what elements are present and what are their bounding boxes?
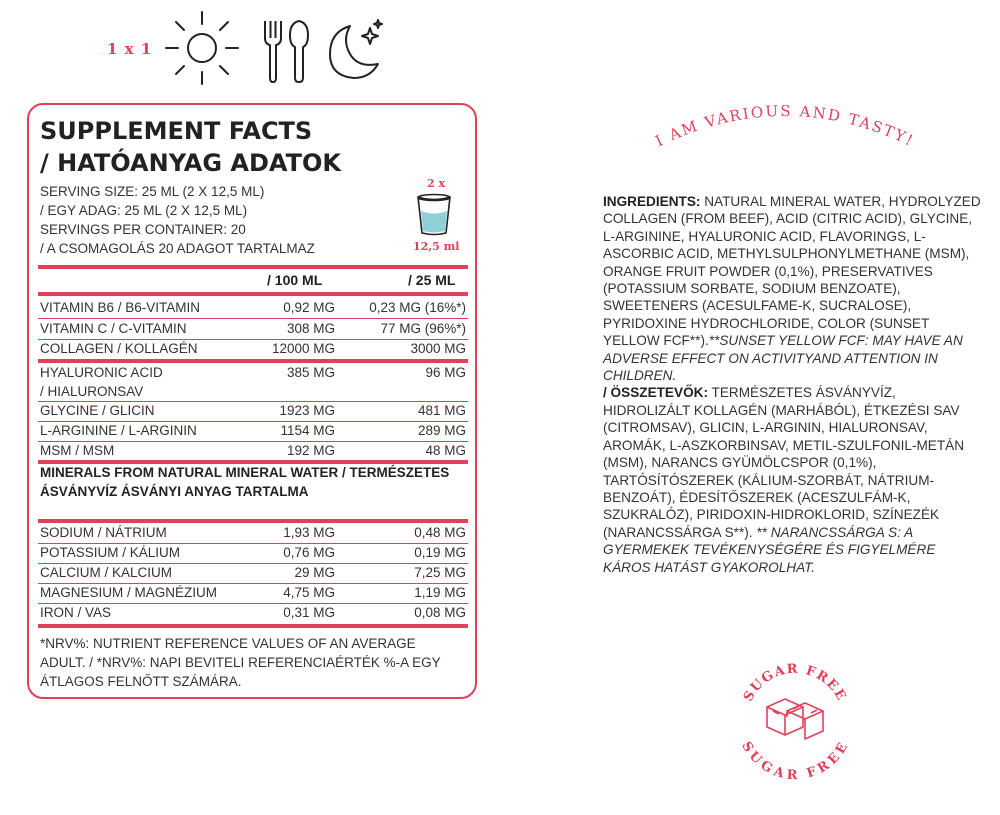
sun-icon (162, 8, 242, 88)
value-25ml: 77 MG (96%*) (380, 321, 466, 336)
value-25ml: 7,25 MG (414, 565, 466, 580)
serving-line: SERVING SIZE: 25 ML (2 X 12,5 ML) (40, 184, 265, 199)
stamp-text-top: SUGAR FREE (740, 661, 850, 705)
table-row (38, 421, 468, 440)
table-row (38, 339, 468, 358)
dose-label: 1 x 1 (107, 40, 153, 58)
minerals-heading: MINERALS FROM NATURAL MINERAL WATER / TERMÉSZETES ÁSVÁNYVÍZ ÁSVÁNYI ANYAG TARTALMA (40, 465, 450, 499)
table-row (38, 401, 468, 420)
title-line-hu: / HATÓANYAG ADATOK (40, 149, 341, 177)
divider (38, 292, 468, 296)
table-row (38, 583, 468, 602)
table-row (38, 319, 468, 338)
value-25ml: 1,19 MG (414, 585, 466, 600)
value-100ml: 0,92 MG (283, 300, 335, 315)
value-100ml: 385 MG (286, 365, 335, 380)
value-25ml: 48 MG (425, 443, 466, 458)
value-100ml: 0,31 MG (283, 605, 335, 620)
svg-text:I AM VARIOUS AND TASTY! (653, 102, 918, 150)
ingredients-label-en: INGREDIENTS: (603, 194, 701, 209)
value-100ml: 1,93 MG (283, 525, 335, 540)
value-100ml: 12000 MG (271, 341, 335, 356)
table-row (38, 441, 468, 460)
sugar-cube-icon (767, 699, 823, 739)
value-100ml: 29 MG (294, 565, 335, 580)
measuring-cup-icon (415, 193, 453, 237)
cup-volume: 12,5 ml (413, 240, 460, 253)
supplement-facts-panel (27, 103, 477, 699)
value-100ml: 4,75 MG (283, 585, 335, 600)
svg-text:SUGAR FREE (738, 739, 851, 783)
nutrient-name: L-ARGININE / L-ARGININ (40, 423, 197, 438)
table-row (38, 363, 468, 399)
serving-info (40, 182, 400, 258)
column-header-100ml: / 100 ML (267, 272, 323, 288)
serving-line: / A CSOMAGOLÁS 20 ADAGOT TARTALMAZ (40, 241, 315, 256)
tagline: I AM VARIOUS AND TASTY! (652, 101, 918, 151)
ingredients-text-hu: TERMÉSZETES ÁSVÁNYVÍZ, HIDROLIZÁLT KOLLAGÉN (MARHÁBÓL), ÉTKEZÉSI SAV (CITROMSAV), GLICIN, L-ARGININ, HIALURONSAV, AROMÁK, L-ASZKORBINSAV, METIL-SZULFONIL-METÁN (MSM), NARANCS GYÜMÖLCSPOR (0,1%), TARTÓSÍTÓSZEREK (KÁLIUM-SZORBÁT, NÁTRIUM-BENZOÁT), ÉDESÍTŐSZEREK (ACESZULFÁM-K, SZUKRALÓZ), PIRIDOXIN-HIDROKLORID, SZÍNEZÉK (NARANCSSÁRGA S**). (603, 385, 965, 540)
value-100ml: 0,76 MG (283, 545, 335, 560)
value-100ml: 1154 MG (280, 423, 335, 438)
value-25ml: 3000 MG (410, 341, 466, 356)
value-25ml: 0,23 MG (16%*) (369, 300, 466, 315)
tagline-arc (610, 88, 960, 168)
serving-line: / EGY ADAG: 25 ML (2 X 12,5 ML) (40, 203, 248, 218)
table-row (38, 563, 468, 582)
mineral-name: POTASSIUM / KÁLIUM (40, 545, 181, 560)
stamp-text-bottom: SUGAR FREE (738, 739, 852, 784)
nutrient-name: GLYCINE / GLICIN (40, 403, 155, 418)
table-row (38, 543, 468, 562)
mineral-name: CALCIUM / KALCIUM (40, 565, 173, 580)
title-line-en: SUPPLEMENT FACTS (40, 117, 313, 145)
panel-title (40, 115, 341, 179)
table-row (38, 603, 468, 622)
moon-star-icon (322, 16, 384, 82)
value-100ml: 1923 MG (279, 403, 335, 418)
value-100ml: 192 MG (286, 443, 335, 458)
divider (38, 624, 468, 628)
nutrient-name: HYALURONIC ACID (40, 365, 163, 380)
mineral-name: IRON / VAS (40, 605, 112, 620)
nutrient-name: COLLAGEN / KOLLAGÉN (40, 341, 198, 356)
mineral-name: MAGNESIUM / MAGNÉZIUM (40, 585, 218, 600)
value-25ml: 481 MG (417, 403, 466, 418)
table-row (38, 523, 468, 542)
value-25ml: 96 MG (425, 365, 466, 380)
ingredients-label-hu: / ÖSSZETEVŐK: (603, 385, 708, 401)
divider (38, 265, 468, 269)
nutrient-name: VITAMIN B6 / B6-VITAMIN (40, 300, 201, 315)
value-25ml: 0,08 MG (414, 605, 466, 620)
value-25ml: 0,19 MG (414, 545, 466, 560)
table-row (38, 298, 468, 317)
ingredients-warning-hu: ** NARANCSSÁRGA S: A GYERMEKEK TEVÉKENYSÉGÉRE ÉS FIGYELMÉRE KÁROS HATÁST GYAKOROLHAT. (603, 524, 936, 575)
serving-line: SERVINGS PER CONTAINER: 20 (40, 222, 246, 237)
nrv-footnote: *NRV%: NUTRIENT REFERENCE VALUES OF AN AVERAGE ADULT. / *NRV%: NAPI BEVITELI REFERENCIAÉRTÉK %-A EGY ÁTLAGOS FELNŐTT SZÁMÁRA. (40, 636, 441, 689)
cutlery-icon (262, 18, 310, 84)
ingredients-text-en: NATURAL MINERAL WATER, HYDROLYZED COLLAGEN (FROM BEEF), ACID (CITRIC ACID), GLYCINE, L-ARGININE, HYALURONIC ACID, FLAVORINGS, L-ASCORBIC ACID, METHYLSULPHONYLMETHANE (MSM), ORANGE FRUIT POWDER (0,1%), PRESERVATIVES (POTASSIUM SORBATE, SODIUM BENZOATE), SWEETENERS (ACESULFAME-K, SUCRALOSE), PYRIDOXINE HYDROCHLORIDE, COLOR (SUNSET YELLOW FCF**). (603, 194, 981, 349)
value-25ml: 0,48 MG (414, 525, 466, 540)
nutrient-name-hu: / HIALURONSAV (40, 384, 144, 399)
ingredients-warning-en: **SUNSET YELLOW FCF: MAY HAVE AN ADVERSE EFFECT ON ACTIVITYAND ATTENTION IN CHILDREN. (603, 333, 963, 384)
sugar-free-stamp (733, 655, 857, 787)
svg-text:SUGAR FREE (741, 662, 849, 704)
mineral-name: SODIUM / NÁTRIUM (40, 525, 167, 540)
ingredients-block (603, 193, 983, 576)
cup-count: 2 x (427, 177, 446, 190)
value-25ml: 289 MG (417, 423, 466, 438)
nutrient-name: MSM / MSM (40, 443, 115, 458)
nutrient-name: VITAMIN C / C-VITAMIN (40, 321, 187, 336)
value-100ml: 308 MG (286, 321, 335, 336)
column-header-25ml: / 25 ML (408, 272, 456, 288)
